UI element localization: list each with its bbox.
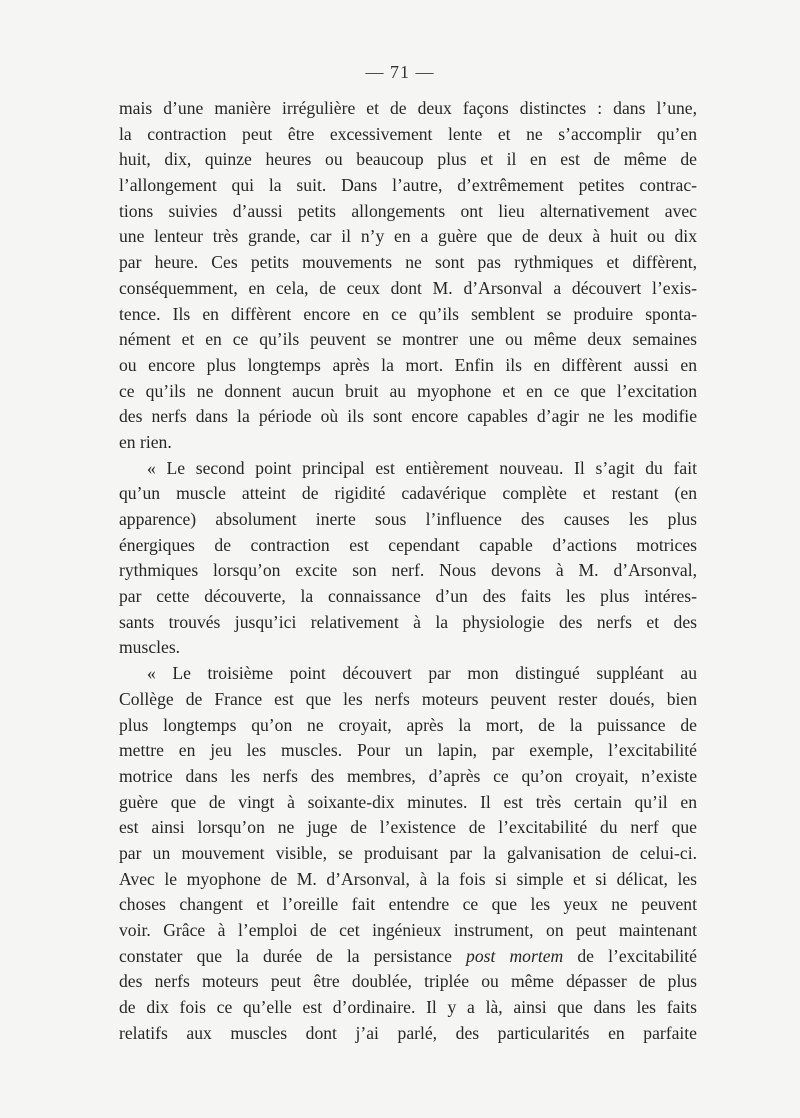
text-line: ou encore plus longtemps après la mort. Enfin ils en diffèrent aussi en bbox=[119, 354, 697, 375]
text-line: rythmiques lorsqu’on excite son nerf. Nous devons à M. d’Arsonval, bbox=[119, 560, 697, 581]
text-line: motrice dans les nerfs des membres, d’après ce qu’on croyait, n’existe bbox=[119, 765, 697, 786]
text-line: en rien. bbox=[119, 431, 172, 452]
text-line: est ainsi lorsqu’on ne juge de l’existence de l’excitabilité du nerf que bbox=[119, 817, 697, 838]
text-line: « Le second point principal est entièrement nouveau. Il s’agit du fait bbox=[147, 457, 697, 478]
text-line: énergiques de contraction est cependant capable d’actions motrices bbox=[119, 534, 697, 555]
text-line: muscles. bbox=[119, 637, 181, 658]
text-line: voir. Grâce à l’emploi de cet ingénieux instrument, on peut maintenant bbox=[119, 920, 697, 940]
text-line: huit, dix, quinze heures ou beaucoup plus et il en est de même de bbox=[119, 149, 697, 170]
text-line: mais d’une manière irrégulière et de deux façons distinctes : dans l’une, bbox=[119, 98, 697, 118]
text-line: par heure. Ces petits mouvements ne sont pas rythmiques et diffèrent, bbox=[119, 252, 697, 273]
text-line: Collège de France est que les nerfs moteurs peuvent rester doués, bien bbox=[119, 688, 697, 709]
text-line: tions suivies d’aussi petits allongements ont lieu alternativement avec bbox=[119, 200, 697, 221]
text-line: nément et en ce qu’ils peuvent se montrer une ou même deux semaines bbox=[119, 329, 697, 350]
text-line: relatifs aux muscles dont j’ai parlé, des particularités en parfaite bbox=[119, 1022, 697, 1043]
text-line: de dix fois ce qu’elle est d’ordinaire. Il y a là, ainsi que dans les faits bbox=[119, 997, 697, 1018]
body-text bbox=[119, 96, 697, 1046]
text-line: l’allongement qui la suit. Dans l’autre, d’extrêmement petites contrac- bbox=[119, 175, 697, 196]
text-line: plus longtemps qu’on ne croyait, après la mort, de la puissance de bbox=[119, 714, 697, 735]
text-line: une lenteur très grande, car il n’y en a guère que de deux à huit ou dix bbox=[119, 226, 697, 247]
text-line: la contraction peut être excessivement lente et ne s’accomplir qu’en bbox=[119, 123, 697, 144]
text-line: conséquemment, en cela, de ceux dont M. d’Arsonval a découvert l’exis- bbox=[119, 277, 697, 298]
text-line: des nerfs moteurs peut être doublée, triplée ou même dépasser de plus bbox=[119, 971, 697, 992]
text-line: choses changent et l’oreille fait entendre ce que les yeux ne peuvent bbox=[119, 894, 697, 915]
text-line: guère que de vingt à soixante-dix minutes. Il est très certain qu’il en bbox=[119, 791, 697, 812]
text-line: des nerfs dans la période où ils sont encore capables d’agir ne les modifie bbox=[119, 406, 697, 427]
text-line: ce qu’ils ne donnent aucun bruit au myophone et en ce que l’excitation bbox=[119, 380, 697, 401]
text-line: Avec le myophone de M. d’Arsonval, à la fois si simple et si délicat, les bbox=[119, 868, 697, 889]
text-line: par un mouvement visible, se produisant par la galvanisation de celui-ci. bbox=[119, 842, 697, 863]
page-number: — 71 — bbox=[365, 62, 435, 82]
text-line: mettre en jeu les muscles. Pour un lapin, par exemple, l’excitabilité bbox=[119, 740, 697, 761]
text-line: par cette découverte, la connaissance d’un des faits les plus intéres- bbox=[119, 586, 697, 607]
text-line: « Le troisième point découvert par mon distingué suppléant au bbox=[147, 663, 697, 684]
italic-phrase: post mortem bbox=[466, 945, 564, 966]
text-line: sants trouvés jusqu’ici relativement à la physiologie des nerfs et des bbox=[119, 611, 697, 632]
text-line: qu’un muscle atteint de rigidité cadavérique complète et restant (en bbox=[119, 483, 697, 504]
text-line: tence. Ils en diffèrent encore en ce qu’ils semblent se produire sponta- bbox=[119, 303, 697, 324]
text-line: constater que la durée de la persistance post mortem de l’excitabilité bbox=[119, 945, 697, 966]
text-line: apparence) absolument inerte sous l’influence des causes les plus bbox=[119, 509, 697, 529]
